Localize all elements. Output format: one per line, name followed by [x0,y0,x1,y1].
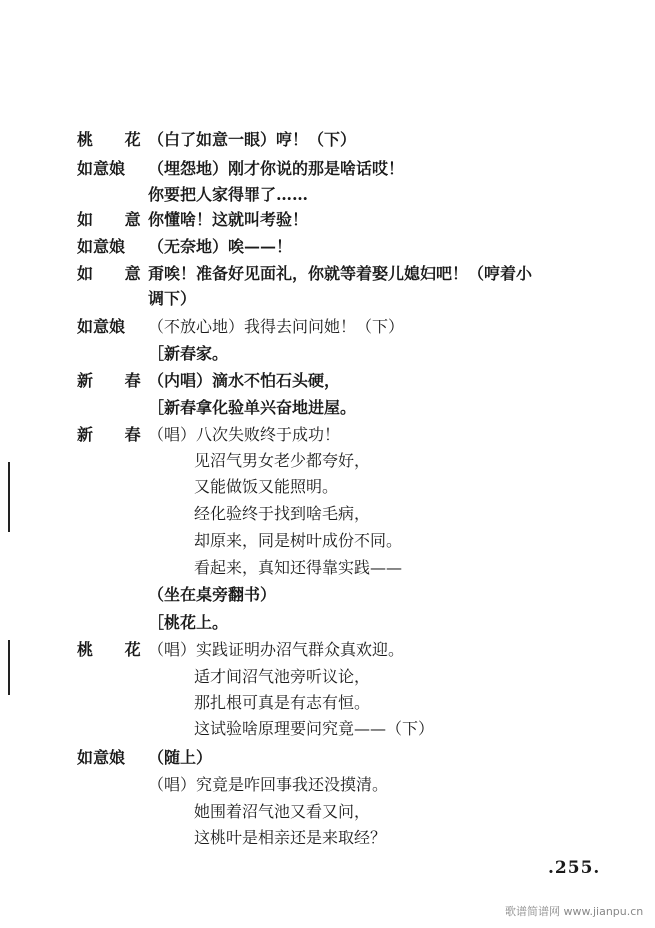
line-text: 经化验终于找到啥毛病， [194,504,371,523]
verse-line [0,690,655,716]
dialogue-line [0,745,655,771]
page-number: .255. [548,858,601,878]
dialogue-line [0,286,655,312]
speaker-name: 桃 花 [77,640,154,659]
speaker-name: 新 春 [77,425,154,444]
line-text: （不放心地）我得去问问她！（下） [148,317,405,336]
line-text: 你要把人家得罪了…… [148,185,309,204]
line-text: 这试验啥原理要问究竟——（下） [194,719,435,738]
verse-line [0,474,655,500]
line-text: 又能做饭又能照明。 [194,477,339,496]
line-text: （唱）实践证明办沼气群众真欢迎。 [148,640,405,659]
line-text: 那扎根可真是有志有恒。 [194,693,371,712]
speaker-name: 新 春 [77,371,154,390]
verse-line [0,555,655,581]
line-text: ［桃花上。 [148,613,229,632]
dialogue-line [0,637,655,663]
line-text: （内唱）滴水不怕石头硬， [148,371,341,390]
line-text: 看起来，真知还得靠实践—— [194,558,403,577]
speaker-name: 如 意 [77,210,154,229]
speaker-name: 如意娘 [77,748,126,767]
speaker-name: 如意娘 [77,159,126,178]
stage-direction [0,395,655,421]
line-text: 你懂啥！这就叫考验！ [148,210,309,229]
stage-direction [0,610,655,636]
line-text: （唱）八次失败终于成功！ [148,425,341,444]
dialogue-line [0,772,655,798]
line-text: 调下） [148,289,197,308]
dialogue-line [0,314,655,340]
dialogue-line [0,422,655,448]
line-text: （唱）究竟是咋回事我还没摸清。 [148,775,389,794]
speaker-name: 桃 花 [77,130,154,149]
line-text: （随上） [148,748,213,767]
line-text: ［新春拿化验单兴奋地进屋。 [148,398,357,417]
verse-line [0,799,655,825]
verse-line [0,716,655,742]
line-text: 适才间沼气池旁听议论， [194,667,371,686]
line-text: （白了如意一眼）哼！（下） [148,130,357,149]
verse-line [0,825,655,851]
dialogue-line [0,127,655,153]
line-text: 她围着沼气池又看又问， [194,802,371,821]
verse-line [0,501,655,527]
dialogue-line [0,368,655,394]
line-text: （埋怨地）刚才你说的那是啥话哎！ [148,159,405,178]
line-text: 见沼气男女老少都夸好， [194,451,371,470]
line-text: 却原来，同是树叶成份不同。 [194,531,403,550]
speaker-name: 如意娘 [77,237,126,256]
speaker-name: 如 意 [77,264,154,283]
line-text: （坐在桌旁翻书） [148,585,277,604]
dialogue-line [0,207,655,233]
stage-direction [0,341,655,367]
dialogue-line [0,234,655,260]
verse-line [0,528,655,554]
speaker-name: 如意娘 [77,317,126,336]
line-text: ［新春家。 [148,344,229,363]
line-text: 这桃叶是相亲还是来取经？ [194,828,387,847]
line-text: 甭唉！准备好见面礼，你就等着娶儿媳妇吧！（哼着小 [148,264,533,283]
verse-line [0,448,655,474]
stage-direction [0,582,655,608]
dialogue-line [0,261,655,287]
watermark-text: 歌谱简谱网 www.jianpu.cn [505,905,644,918]
dialogue-line [0,156,655,182]
line-text: （无奈地）唉——！ [148,237,293,256]
verse-line [0,664,655,690]
dialogue-line [0,182,655,208]
